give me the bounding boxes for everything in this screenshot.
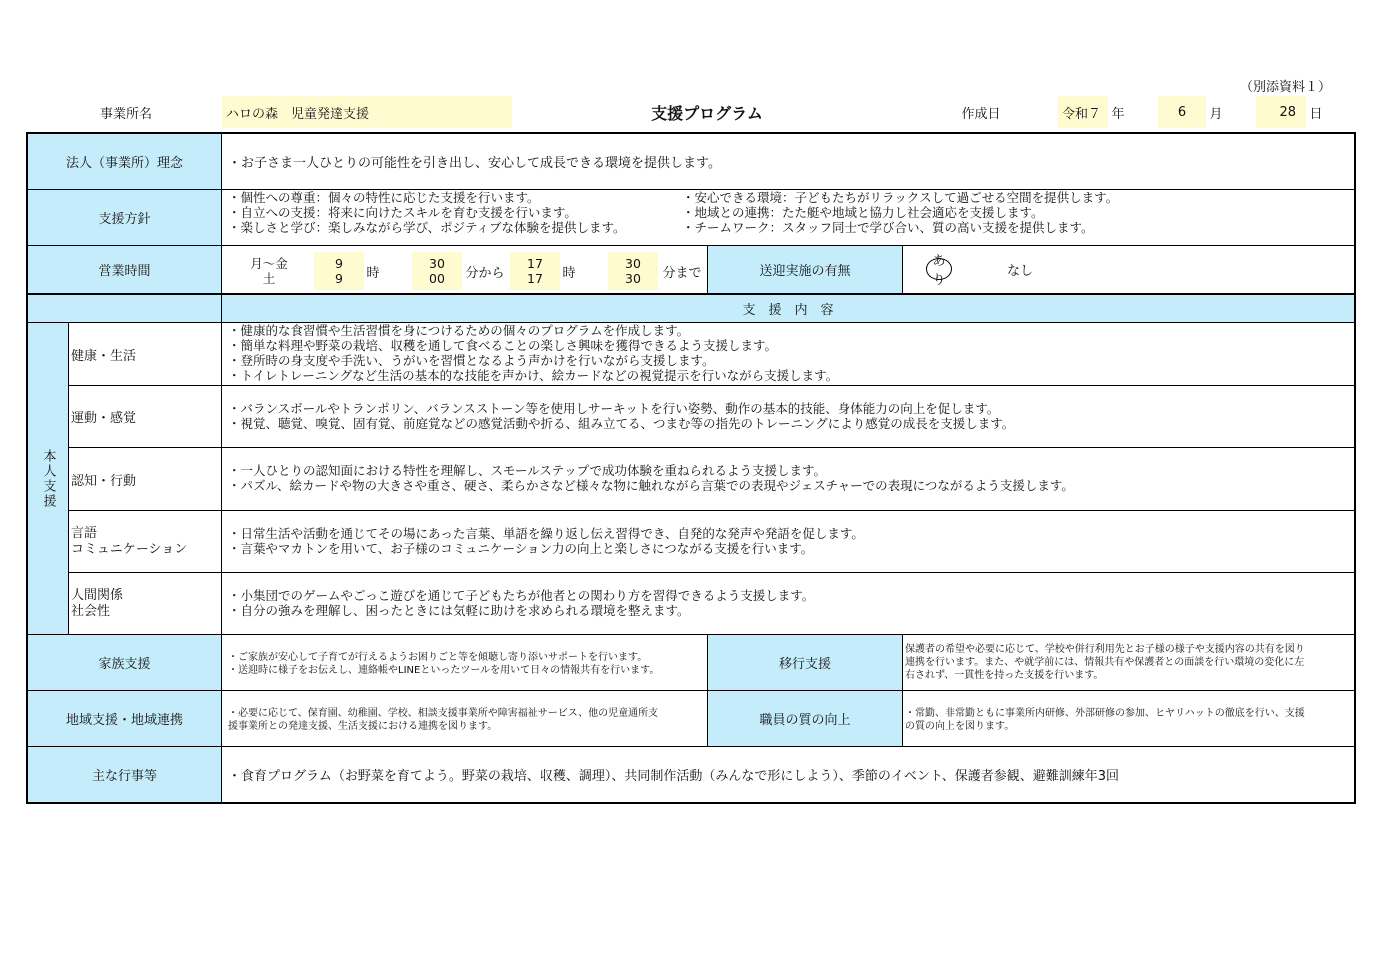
month-field[interactable]: 6	[1158, 96, 1206, 128]
list-item: 連携を行います。また、や就学前には、情報共有や保護者との面談を行い環境の変化に左	[905, 657, 1305, 668]
office-label: 事業所名	[99, 106, 152, 122]
transition-support-content	[905, 643, 1305, 682]
social-relations-content	[228, 588, 814, 618]
philosophy-label: 法人（事業所）理念	[65, 156, 183, 171]
list-item: ・自立への支援：将来に向けたスキルを育む支援を行います。	[228, 205, 577, 220]
list-item: ・個性への尊重：個々の特性に応じた支援を行います。	[228, 190, 540, 205]
saturday-label: 土	[262, 271, 276, 286]
list-item: ・登所時の身支度や手洗い、うがいを習慣となるよう声かけを行いながら支援します。	[228, 353, 715, 368]
date-label: 作成日	[961, 106, 1001, 122]
from-unit: 分から	[465, 265, 505, 281]
motor-sensory-content	[228, 401, 1014, 431]
month-unit: 月	[1209, 106, 1223, 122]
list-item: ・一人ひとりの認知面における特性を理解し、スモールステップで成功体験を重ねられるよう支援します。	[228, 463, 827, 478]
start-hour-field[interactable]: 9 9	[335, 256, 343, 286]
social-relations-label: 人間関係 社会性	[71, 588, 124, 619]
day-field[interactable]: 28	[1256, 96, 1306, 128]
list-item: ・常勤、非常勤ともに事業所内研修、外部研修の参加、ヒヤリハットの徹底を行い、支援	[905, 708, 1305, 719]
list-item: ・チームワーク：スタッフ同士で学び合い、質の高い支援を提供します。	[682, 220, 1094, 235]
end-hour-field[interactable]: 17 17	[527, 256, 543, 286]
list-item: ・日常生活や活動を通じてその場にあった言葉、単語を繰り返し伝え習得でき、自発的な発声や発語を促します。	[228, 526, 864, 541]
community-support-label: 地域支援・地域連携	[65, 713, 183, 728]
list-item: の質の向上を図ります。	[905, 721, 1015, 732]
list-item: ・パズル、絵カードや物の大きさや重さ、硬さ、柔らかさなど様々な物に触れながら言葉での表現やジェスチャーでの表現につながるよう支援します。	[228, 478, 1074, 493]
until-unit: 分まで	[662, 265, 702, 281]
list-item: ・健康的な食習慣や生活習慣を身につけるための個々のプログラムを作成します。	[228, 323, 690, 338]
cognition-behavior-label: 認知・行動	[71, 473, 137, 489]
list-item: ・言葉やマカトンを用いて、お子様のコミュニケーション力の向上と楽しさにつながる支援を行います。	[228, 541, 814, 556]
office-name-field[interactable]: ハロの森 児童発達支援	[222, 96, 512, 128]
language-communication-label: 言語 コミュニケーション	[71, 526, 188, 557]
page-title: 支援プログラム	[651, 103, 763, 123]
transition-support-label: 移行支援	[778, 657, 831, 672]
list-item: ・バランスボールやトランポリン、バランスストーン等を使用しサーキットを行い姿勢、動作の基本的技能、身体能力の向上を促します。	[228, 401, 1000, 416]
list-item: ・簡単な料理や野菜の栽培、収穫を通して食べることの楽しさ興味を獲得できるよう支援します。	[228, 338, 778, 353]
personal-support-label: 本人支援	[40, 448, 56, 509]
attachment-note: （別添資料１）	[1240, 80, 1332, 95]
list-item: ・送迎時に様子をお伝えし、連絡帳やLINEといったツールを用いて日々の情報共有を行います。	[228, 665, 660, 676]
list-item: ・トイレトレーニングなど生活の基本的な技能を声かけ、絵カードなどの視覚提示を行いながら支援します。	[228, 368, 839, 383]
hours-days	[244, 256, 294, 286]
language-communication-content	[228, 526, 864, 556]
motor-sensory-label: 運動・感覚	[71, 411, 137, 426]
list-item: 右されず、一貫性を持った支援を行います。	[905, 670, 1104, 681]
family-support-label: 家族支援	[98, 657, 151, 672]
list-item: ・地域との連携：たた艇や地域と協力し社会適応を支援します。	[682, 205, 1044, 220]
health-life-content	[228, 323, 838, 383]
start-min-field[interactable]: 30 00	[429, 256, 445, 286]
hours-label: 営業時間	[98, 264, 151, 279]
policy-right-list	[682, 190, 1342, 235]
list-item: ・楽しさと学び：楽しみながら学び、ポジティブな体験を提供します。	[228, 220, 626, 235]
events-text: ・食育プログラム（お野菜を育てよう。野菜の栽培、収穫、調理）、共同制作活動（みんなで形にしよう）、季節のイベント、保護者参観、避難訓練年3回	[228, 769, 1119, 784]
list-item: ・安心できる環境：子どもたちがリラックスして過ごせる空間を提供します。	[682, 190, 1119, 205]
year-unit: 年	[1111, 106, 1125, 122]
day-unit: 日	[1309, 106, 1323, 122]
list-item: 保護者の希望や必要に応じて、学校や併行利用先とお子様の様子や支援内容の共有を図り	[905, 644, 1305, 655]
staff-quality-label: 職員の質の向上	[759, 713, 851, 728]
health-life-label: 健康・生活	[71, 348, 137, 364]
staff-quality-content	[905, 707, 1305, 733]
era-year-field[interactable]: 令和７	[1058, 96, 1108, 128]
events-label: 主な行事等	[91, 769, 157, 784]
transport-yes-option[interactable]: あり	[926, 258, 952, 280]
transport-label: 送迎実施の有無	[759, 264, 851, 279]
support-content-header: 支 援 内 容	[742, 303, 834, 318]
end-min-field[interactable]: 30 30	[625, 256, 641, 286]
policy-label: 支援方針	[98, 212, 151, 227]
list-item: ・視覚、聴覚、嗅覚、固有覚、前庭覚などの感覚活動や折る、組み立てる、つまむ等の指先のトレーニングにより感覚の成長を支援します。	[228, 416, 1015, 431]
philosophy-text: ・お子さま一人ひとりの可能性を引き出し、安心して成長できる環境を提供します。	[228, 156, 721, 171]
hour-unit: 時	[366, 265, 380, 281]
list-item: ・必要に応じて、保育園、幼稚園、学校、相談支援事業所や障害福祉サービス、他の児童通所支	[228, 708, 659, 719]
transport-no-option[interactable]: なし	[1006, 263, 1033, 279]
policy-left-list	[228, 190, 678, 235]
hour-unit-2: 時	[562, 265, 576, 281]
community-support-content	[228, 707, 658, 733]
list-item: ・自分の強みを理解し、困ったときには気軽に助けを求められる環境を整えます。	[228, 603, 690, 618]
list-item: 援事業所との発達支援、生活支援における連携を図ります。	[228, 721, 498, 732]
list-item: ・ご家族が安心して子育てが行えるようお困りごと等を傾聴し寄り添いサポートを行います。	[228, 652, 648, 663]
list-item: ・小集団でのゲームやごっこ遊びを通じて子どもたちが他者との関わり方を習得できるよう支援します。	[228, 588, 815, 603]
weekday-label: 月～金	[250, 256, 288, 271]
cognition-behavior-content	[228, 463, 1074, 493]
family-support-content	[228, 651, 659, 677]
